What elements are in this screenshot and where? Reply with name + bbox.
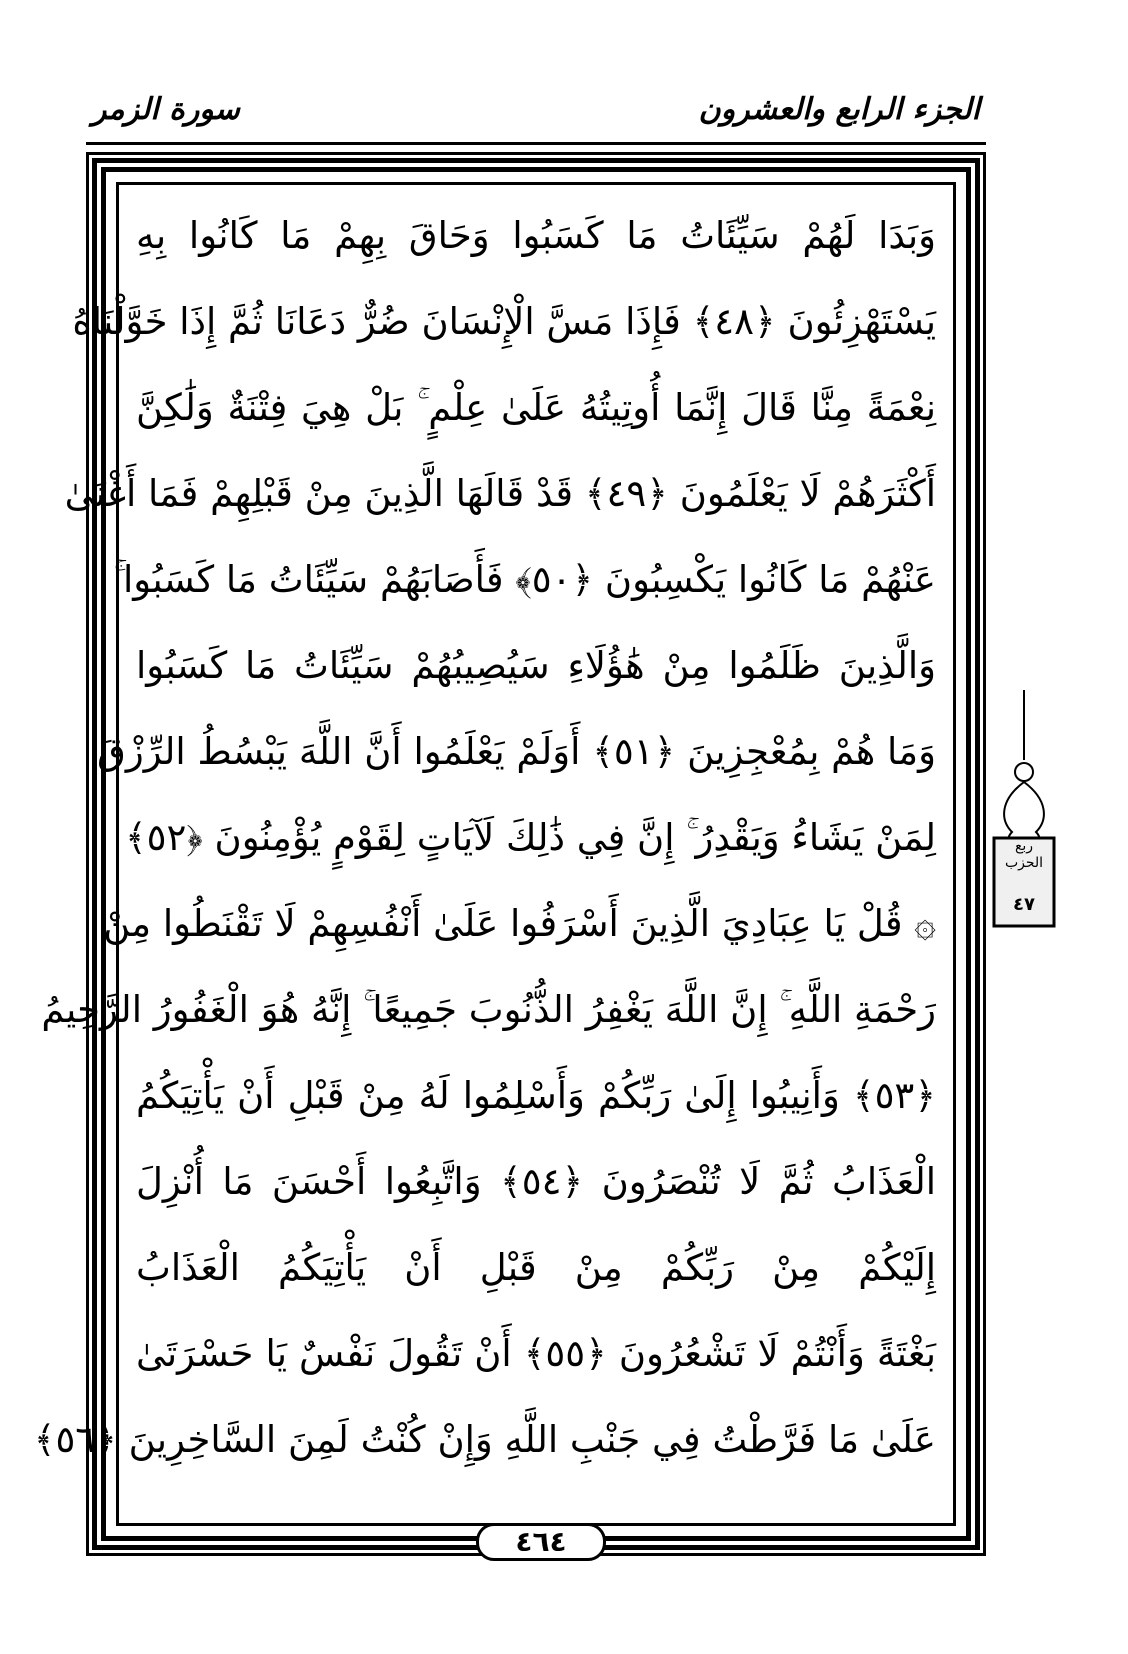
hizb-marker-line1: ربع (1014, 838, 1034, 854)
verse-line: بَغْتَةً وَأَنْتُمْ لَا تَشْعُرُونَ ﴿٥٥﴾ أَنْ تَقُولَ نَفْسٌ يَا حَسْرَتَىٰ (136, 1332, 936, 1375)
hizb-marker-label (993, 838, 1055, 872)
verse-line: وَمَا هُمْ بِمُعْجِزِينَ ﴿٥١﴾ أَوَلَمْ يَعْلَمُوا أَنَّ اللَّهَ يَبْسُطُ الرِّزْقَ (97, 730, 936, 773)
verse-line: ﴿٥٣﴾ وَأَنِيبُوا إِلَىٰ رَبِّكُمْ وَأَسْلِمُوا لَهُ مِنْ قَبْلِ أَنْ يَأْتِيَكُمُ (136, 1074, 936, 1117)
hizb-marker-line2: الحزب (1004, 855, 1044, 871)
verse-line: إِلَيْكُمْ مِنْ رَبِّكُمْ مِنْ قَبْلِ أَنْ يَأْتِيَكُمُ الْعَذَابُ (136, 1246, 936, 1289)
verse-line: وَبَدَا لَهُمْ سَيِّئَاتُ مَا كَسَبُوا وَحَاقَ بِهِمْ مَا كَانُوا بِهِ (136, 214, 936, 257)
verse-line: ۞ قُلْ يَا عِبَادِيَ الَّذِينَ أَسْرَفُوا عَلَىٰ أَنْفُسِهِمْ لَا تَقْنَطُوا مِنْ (103, 902, 936, 945)
verse-line: عَلَىٰ مَا فَرَّطْتُ فِي جَنْبِ اللَّهِ وَإِنْ كُنْتُ لَمِنَ السَّاخِرِينَ ﴿٥٦﴾ (33, 1418, 936, 1461)
hizb-marker-number: ٤٧ (1013, 894, 1035, 915)
surah-title: سورة الزمر (92, 92, 240, 127)
juz-title: الجزء الرابع والعشرون (698, 92, 980, 127)
verse-line: وَالَّذِينَ ظَلَمُوا مِنْ هَٰؤُلَاءِ سَيُصِيبُهُمْ سَيِّئَاتُ مَا كَسَبُوا (136, 644, 936, 687)
page-number: ٤٦٤ (476, 1523, 606, 1561)
verse-line: رَحْمَةِ اللَّهِ ۚ إِنَّ اللَّهَ يَغْفِرُ الذُّنُوبَ جَمِيعًا ۚ إِنَّهُ هُوَ الْغَفُورُ الرَّحِيمُ (41, 988, 936, 1031)
verse-line: لِمَنْ يَشَاءُ وَيَقْدِرُ ۚ إِنَّ فِي ذَٰلِكَ لَآيَاتٍ لِقَوْمٍ يُؤْمِنُونَ ﴿٥٢﴾ (124, 816, 936, 859)
verse-line: يَسْتَهْزِئُونَ ﴿٤٨﴾ فَإِذَا مَسَّ الْإِنْسَانَ ضُرٌّ دَعَانَا ثُمَّ إِذَا خَوَّلْنَاهُ (72, 300, 936, 343)
verse-line: عَنْهُمْ مَا كَانُوا يَكْسِبُونَ ﴿٥٠﴾ فَأَصَابَهُمْ سَيِّئَاتُ مَا كَسَبُوا ۚ (113, 558, 936, 601)
verse-line: نِعْمَةً مِنَّا قَالَ إِنَّمَا أُوتِيتُهُ عَلَىٰ عِلْمٍ ۚ بَلْ هِيَ فِتْنَةٌ وَلَٰكِنَّ (136, 386, 936, 429)
verse-line: الْعَذَابُ ثُمَّ لَا تُنْصَرُونَ ﴿٥٤﴾ وَاتَّبِعُوا أَحْسَنَ مَا أُنْزِلَ (136, 1160, 936, 1203)
header-rule (86, 142, 986, 145)
verse-text-block (33, 196, 936, 1486)
verse-line: أَكْثَرَهُمْ لَا يَعْلَمُونَ ﴿٤٩﴾ قَدْ قَالَهَا الَّذِينَ مِنْ قَبْلِهِمْ فَمَا أَغْنَىٰ (64, 472, 936, 515)
